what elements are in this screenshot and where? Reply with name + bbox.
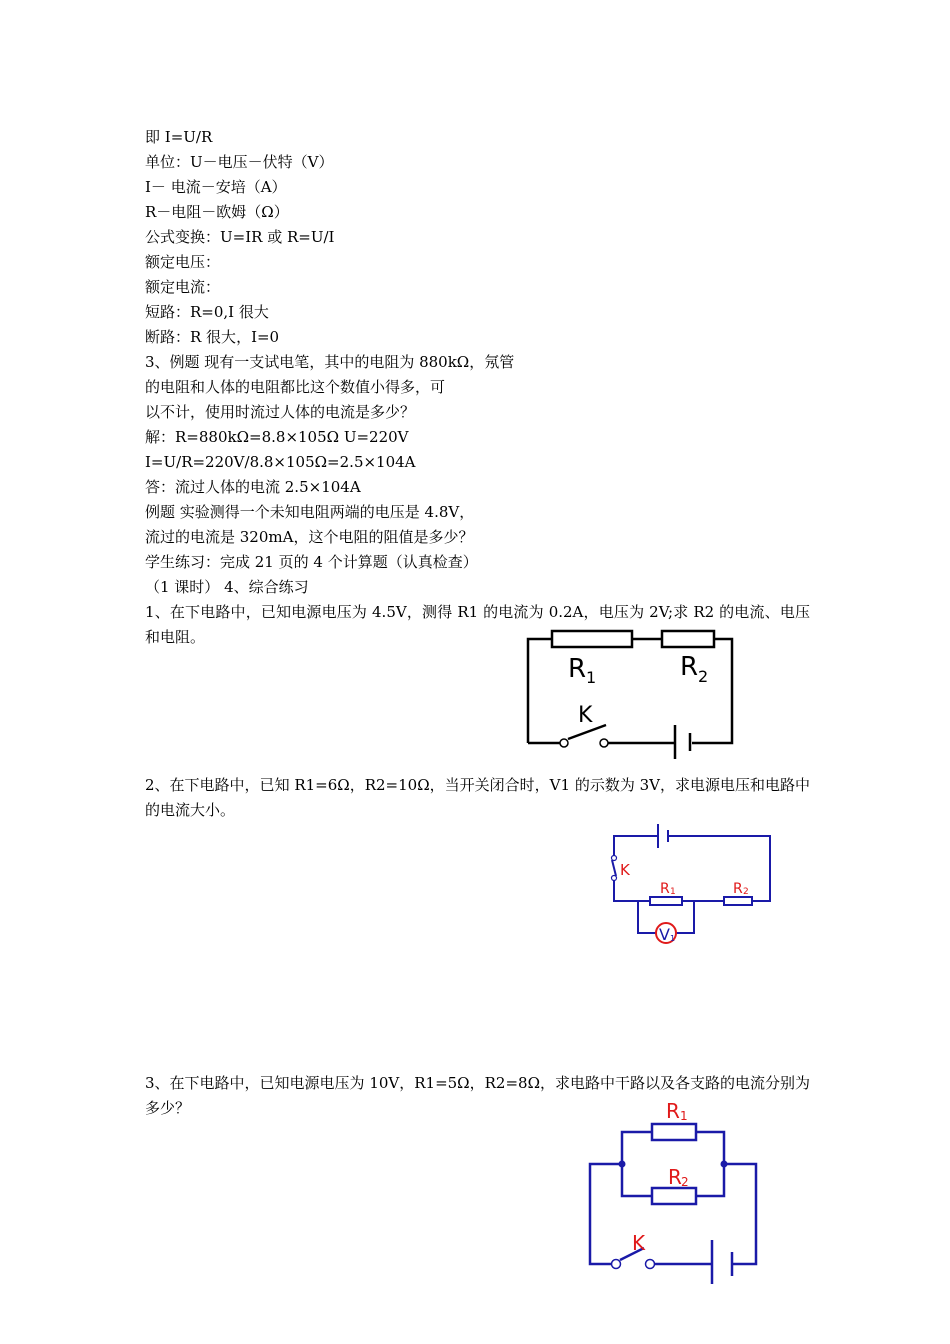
label-r2-sub: 2 — [698, 667, 709, 686]
resistor-r2 — [662, 631, 714, 647]
text-line-9: 断路：R 很大，I=0 — [145, 328, 280, 346]
resistor-r1 — [552, 631, 632, 647]
label-r2-2: R — [733, 881, 743, 897]
text-line-5: 公式变换：U=IR 或 R=U/I — [145, 228, 335, 246]
label-r2-3: R — [668, 1165, 682, 1189]
text-line-10: 3、例题 现有一支试电笔，其中的电阻为 880kΩ，氖管 — [145, 353, 515, 371]
text-line-16: 例题 实验测得一个未知电阻两端的电压是 4.8V， — [145, 503, 475, 521]
problem-1-text: 1、在下电路中，已知电源电压为 4.5V，测得 R1 的电流为 0.2A，电压为 2V;求 R2 的电流、电压和电阻。 — [145, 603, 810, 646]
text-line-8: 短路：R=0,I 很大 — [145, 303, 269, 321]
text-line-2: 单位：U－电压－伏特（V） — [145, 153, 334, 171]
label-r1: R — [568, 654, 587, 684]
circuit-2-diagram — [600, 820, 780, 950]
label-meter-sub: 1 — [670, 934, 676, 943]
text-line-12: 以不计，使用时流过人体的电流是多少？ — [145, 403, 416, 421]
problem-2-text: 2、在下电路中，已知 R1=6Ω，R2=10Ω，当开关闭合时，V1 的示数为 3V，求电源电压和电路中的电流大小。 — [145, 776, 810, 819]
text-line-19: （1 课时） 4、综合练习 — [145, 578, 309, 596]
text-line-4: R－电阻－欧姆（Ω） — [145, 203, 289, 221]
label-switch-k: K — [578, 703, 593, 728]
label-r1-sub: 1 — [586, 668, 597, 687]
label-r1-3: R — [666, 1099, 680, 1123]
label-r2: R — [680, 652, 699, 682]
label-r2-3-sub: 2 — [681, 1175, 689, 1189]
resistor-r1-2 — [650, 897, 682, 905]
problem-3-text: 3、在下电路中，已知电源电压为 10V，R1=5Ω，R2=8Ω，求电路中干路以及各支路的电流分别为多少？ — [145, 1074, 811, 1117]
label-r1-2: R — [660, 881, 670, 897]
resistor-r2-3 — [652, 1188, 696, 1204]
circuit-1-diagram — [520, 625, 740, 760]
circuit-3-diagram — [580, 1100, 770, 1290]
text-line-18: 学生练习：完成 21 页的 4 个计算题（认真检查） — [145, 553, 478, 571]
text-line-1: 即 I=U/R — [145, 128, 213, 146]
text-line-6: 额定电压： — [145, 253, 221, 271]
switch-k-2 — [612, 860, 616, 876]
label-switch-k-3: K — [632, 1231, 646, 1255]
label-r1-2-sub: 1 — [670, 887, 676, 897]
text-line-13: 解：R=880kΩ=8.8×105Ω U=220V — [145, 428, 409, 446]
label-meter-v: V — [659, 925, 670, 944]
label-r1-3-sub: 1 — [680, 1109, 688, 1123]
text-line-3: I－ 电流－安培（A） — [145, 178, 287, 196]
text-line-14: I=U/R=220V/8.8×105Ω=2.5×104A — [145, 453, 416, 471]
text-line-11: 的电阻和人体的电阻都比这个数值小得多，可 — [145, 378, 446, 396]
text-line-17: 流过的电流是 320mA，这个电阻的阻值是多少？ — [145, 528, 474, 546]
label-r2-2-sub: 2 — [743, 887, 749, 897]
resistor-r1-3 — [652, 1124, 696, 1140]
resistor-r2-2 — [724, 897, 752, 905]
text-line-15: 答：流过人体的电流 2.5×104A — [145, 478, 361, 496]
text-line-7: 额定电流： — [145, 278, 221, 296]
label-switch-k-2: K — [620, 861, 630, 879]
